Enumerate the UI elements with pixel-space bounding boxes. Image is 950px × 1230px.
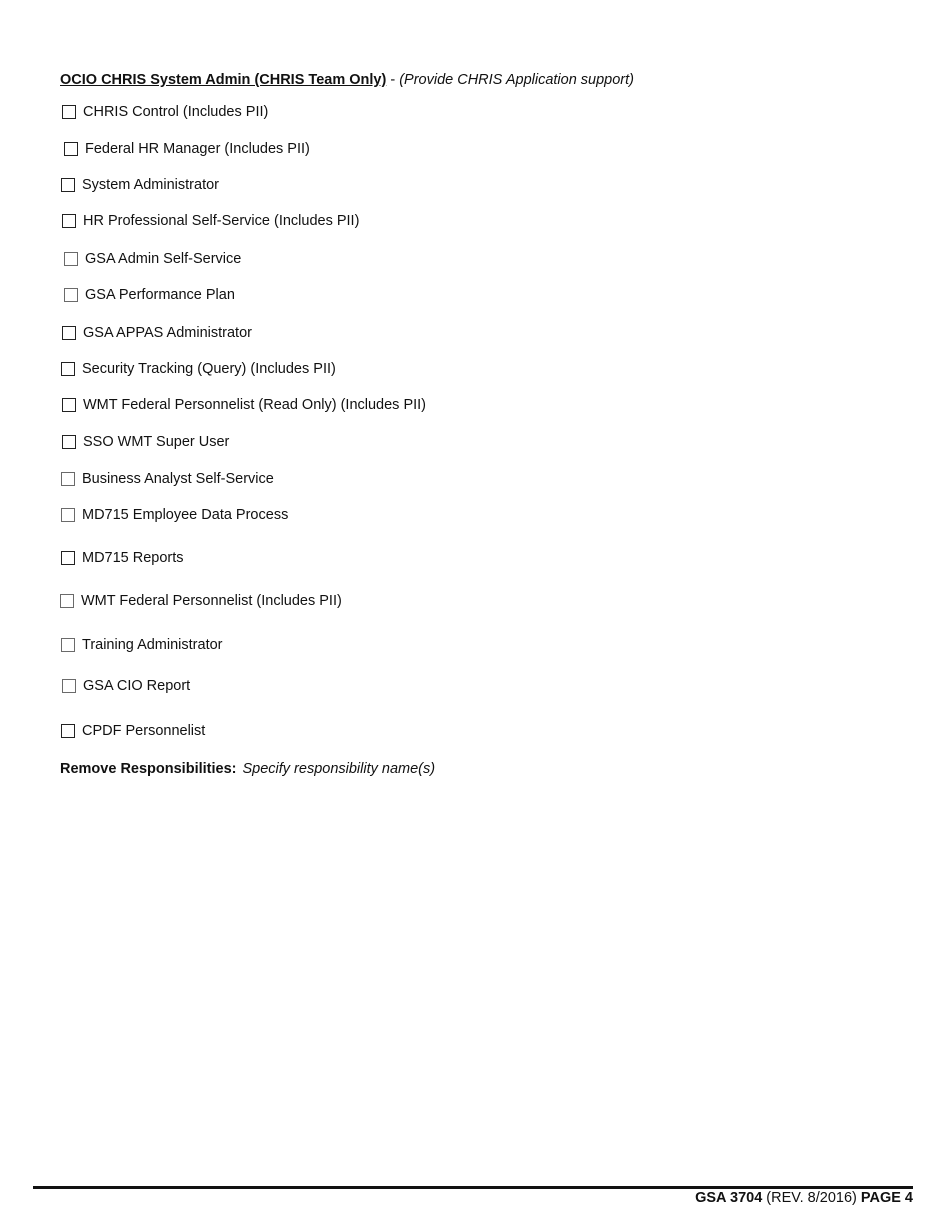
option-federal-hr-manager[interactable] xyxy=(64,141,310,157)
checkbox[interactable] xyxy=(64,142,78,156)
checkbox[interactable] xyxy=(62,326,76,340)
remove-responsibilities xyxy=(60,761,435,777)
option-label: GSA CIO Report xyxy=(83,678,191,694)
option-label: GSA APPAS Administrator xyxy=(83,325,252,341)
option-gsa-performance-plan[interactable] xyxy=(64,287,235,303)
remove-responsibilities-hint: Specify responsibility name(s) xyxy=(242,761,436,777)
checkbox[interactable] xyxy=(60,594,74,608)
option-label: GSA Performance Plan xyxy=(85,287,235,303)
option-wmt-federal-personnelist-read-only[interactable] xyxy=(62,397,426,413)
option-label: SSO WMT Super User xyxy=(83,434,230,450)
option-label: CHRIS Control (Includes PII) xyxy=(83,104,269,120)
option-chris-control[interactable] xyxy=(62,104,268,120)
option-gsa-cio-report[interactable] xyxy=(62,678,190,694)
option-business-analyst-self-service[interactable] xyxy=(61,471,274,487)
option-hr-professional-self-service[interactable] xyxy=(62,213,359,229)
checkbox[interactable] xyxy=(62,105,76,119)
form-id: GSA 3704 xyxy=(695,1190,763,1206)
option-security-tracking[interactable] xyxy=(61,361,336,377)
option-gsa-appas-administrator[interactable] xyxy=(62,325,252,341)
page-number: PAGE 4 xyxy=(860,1190,913,1206)
form-revision: (REV. 8/2016) xyxy=(762,1190,861,1206)
checkbox[interactable] xyxy=(64,288,78,302)
checkbox[interactable] xyxy=(61,508,75,522)
option-gsa-admin-self-service[interactable] xyxy=(64,251,241,267)
option-label: Security Tracking (Query) (Includes PII) xyxy=(82,361,336,377)
checkbox[interactable] xyxy=(61,551,75,565)
option-md715-reports[interactable] xyxy=(61,550,184,566)
section-subtitle: (Provide CHRIS Application support) xyxy=(399,72,634,88)
option-training-administrator[interactable] xyxy=(61,637,223,653)
option-label: MD715 Reports xyxy=(82,550,184,566)
option-label: System Administrator xyxy=(82,177,219,193)
checkbox[interactable] xyxy=(61,362,75,376)
option-system-administrator[interactable] xyxy=(61,177,219,193)
checkbox[interactable] xyxy=(62,679,76,693)
remove-responsibilities-label: Remove Responsibilities: xyxy=(60,761,237,777)
footer xyxy=(695,1190,913,1206)
option-label: WMT Federal Personnelist (Read Only) (Includes PII) xyxy=(83,397,427,413)
option-sso-wmt-super-user[interactable] xyxy=(62,434,229,450)
option-label: MD715 Employee Data Process xyxy=(82,507,289,523)
checkbox[interactable] xyxy=(64,252,78,266)
footer-divider xyxy=(33,1186,913,1189)
checkbox[interactable] xyxy=(62,435,76,449)
checkbox[interactable] xyxy=(61,724,75,738)
option-label: GSA Admin Self-Service xyxy=(85,251,242,267)
section-title xyxy=(60,72,634,88)
option-label: CPDF Personnelist xyxy=(82,723,206,739)
option-label: Training Administrator xyxy=(82,637,223,653)
option-label: HR Professional Self-Service (Includes PII) xyxy=(83,213,360,229)
checkbox[interactable] xyxy=(62,214,76,228)
option-wmt-federal-personnelist[interactable] xyxy=(60,593,342,609)
checkbox[interactable] xyxy=(62,398,76,412)
checkbox[interactable] xyxy=(61,472,75,486)
option-label: Business Analyst Self-Service xyxy=(82,471,274,487)
option-label: WMT Federal Personnelist (Includes PII) xyxy=(81,593,342,609)
section-title-main: OCIO CHRIS System Admin (CHRIS Team Only) xyxy=(60,72,387,88)
checkbox[interactable] xyxy=(61,178,75,192)
checkbox[interactable] xyxy=(61,638,75,652)
option-label: Federal HR Manager (Includes PII) xyxy=(85,141,310,157)
option-md715-employee-data-process[interactable] xyxy=(61,507,288,523)
section-title-separator: - xyxy=(386,72,400,88)
option-cpdf-personnelist[interactable] xyxy=(61,723,205,739)
